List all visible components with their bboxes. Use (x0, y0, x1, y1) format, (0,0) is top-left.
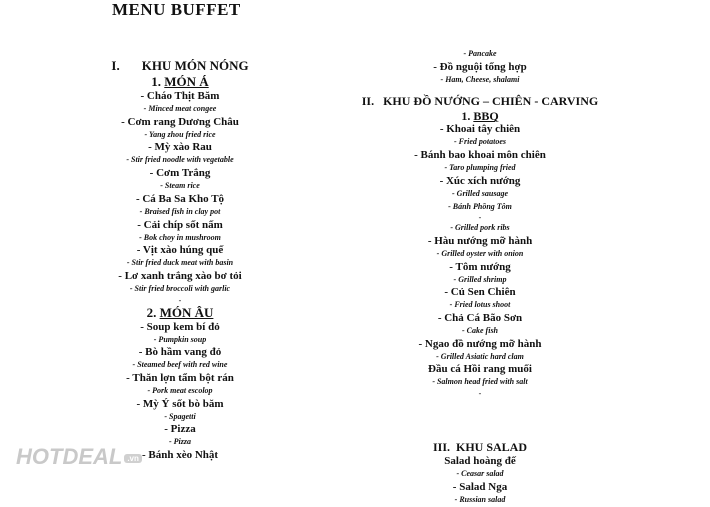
menu-item: - Cake fish (462, 326, 498, 336)
menu-item-en: - Bok choy in mushroom (139, 232, 221, 242)
hotdeal-watermark-logo (16, 444, 142, 470)
menu-item: - Khoai tây chiên (439, 123, 521, 136)
menu-item-en: - Steam rice (160, 181, 200, 191)
menu-item-vi: - Cá Ba Sa Kho Tộ (135, 192, 225, 205)
cold-cuts-list (360, 48, 600, 86)
menu-item-vi: - Bò hầm vang đỏ (138, 346, 222, 359)
menu-item-en: - Stir fried duck meat with basin (126, 258, 234, 268)
menu-item: - Ceasar salad (456, 469, 504, 479)
watermark-tld: .vn (124, 454, 142, 463)
menu-item: - Ham, Cheese, shalami (440, 74, 520, 84)
section-number: II. (361, 94, 375, 109)
menu-item-vi: - Bánh xèo Nhật (141, 449, 219, 462)
menu-item: - Bánh bao khoai môn chiên (414, 149, 546, 162)
menu-item-vi: - Cơm Trắng (149, 167, 211, 180)
subsection-number: 2. (146, 304, 157, 320)
section-number: I. (111, 58, 120, 73)
menu-item: - Củ Sen Chiên (444, 286, 516, 299)
menu-item: - Grilled sausage (452, 188, 508, 198)
menu-item: - Pancake (463, 49, 497, 58)
subsection-asia-heading (95, 74, 265, 90)
right-column (360, 48, 600, 507)
section-grill-heading (360, 94, 600, 109)
menu-item-vi: - Pizza (164, 423, 196, 436)
menu-item-en: - Yang zhou fried rice (144, 129, 216, 139)
menu-item: Đầu cá Hồi rang muối (428, 363, 532, 376)
subsection-bbq-heading (360, 109, 600, 123)
watermark-brand: HOTDEAL (16, 444, 123, 469)
menu-item: - Chả Cá Bão Sơn (437, 312, 523, 325)
menu-item: - Xúc xích nướng (439, 174, 521, 187)
menu-item: - Fried potatoes (454, 137, 506, 147)
menu-item-vi: - Mỳ xào Rau (148, 141, 212, 154)
subsection-number: 1. (461, 109, 471, 124)
menu-item: - Grilled shrimp (453, 274, 507, 284)
menu-item-en: - Pizza (169, 437, 191, 447)
section-name: KHU MÓN NÓNG (141, 58, 249, 73)
subsection-name: BBQ (473, 109, 499, 124)
menu-item-vi: - Mỳ Ý sốt bò băm (136, 397, 224, 410)
menu-item: - Salmon head fried with salt (432, 377, 528, 387)
salad-menu-list (360, 455, 600, 506)
menu-item-vi: - Lơ xanh trắng xào bơ tỏi (118, 269, 242, 282)
menu-item-en: - Braised fish in clay pot (139, 206, 221, 216)
section-number: III. (432, 440, 450, 455)
menu-item-vi: - Vịt xào húng quế (136, 244, 224, 257)
menu-item-en: - Pumpkin soup (153, 334, 207, 344)
menu-item-vi: - Thăn lợn tẩm bột rán (126, 372, 234, 385)
section-name: KHU SALAD (456, 440, 528, 455)
menu-item-vi: - Soup kem bí đỏ (140, 320, 220, 333)
menu-item: - Grilled oyster with onion (436, 248, 524, 258)
europe-menu-list (95, 321, 265, 463)
menu-item-en: - Stir fried broccoli with garlic (129, 283, 231, 293)
section-name: KHU ĐỒ NƯỚNG – CHIÊN - CARVING (383, 94, 599, 109)
menu-item: - Tôm nướng (449, 260, 511, 273)
bbq-menu-list (360, 123, 600, 398)
menu-item-en: - Minced meat congee (143, 104, 217, 113)
menu-item: - Hàu nướng mỡ hành (427, 234, 533, 247)
menu-item: - Taro plumping fried (444, 163, 516, 173)
subsection-name: MÓN Á (164, 74, 209, 89)
menu-item: - Grilled Asiatic hard clam (436, 351, 524, 361)
menu-item-vi: - Cơm rang Dương Châu (121, 115, 239, 128)
menu-item: - Đồ nguội tổng hợp (433, 60, 527, 73)
menu-item: - Grilled pork ribs (450, 223, 510, 233)
list-bullet: - (178, 295, 182, 305)
list-bullet: - (478, 389, 482, 399)
left-column (95, 58, 265, 462)
menu-item: - Salad Nga (452, 480, 508, 493)
menu-item-vi: - Cải chíp sốt nấm (137, 218, 223, 231)
subsection-europe-heading (95, 305, 265, 321)
section-salad-heading (360, 440, 600, 455)
menu-item: Salad hoàng đế (444, 455, 516, 468)
menu-item: - Fried lotus shoot (449, 300, 511, 310)
menu-item: - Russian salad (454, 494, 506, 504)
asia-menu-list (95, 90, 265, 305)
section-hot-food-heading (95, 58, 265, 74)
menu-item-en: - Pork meat escolop (147, 386, 213, 396)
subsection-name: MÓN ÂU (159, 304, 214, 320)
menu-item-en: - Spagetti (164, 411, 196, 421)
menu-item-vi: - Cháo Thịt Băm (140, 90, 220, 102)
menu-item: - Bánh Phồng Tôm (448, 201, 512, 211)
menu-item-en: - Stir fried noodle with vegetable (126, 155, 234, 165)
subsection-number: 1. (151, 74, 162, 89)
menu-item: - Ngao đồ nướng mỡ hành (418, 337, 542, 350)
list-bullet: - (478, 213, 482, 223)
menu-item-en: - Steamed beef with red wine (132, 360, 228, 370)
page-title: MENU BUFFET (112, 0, 241, 19)
